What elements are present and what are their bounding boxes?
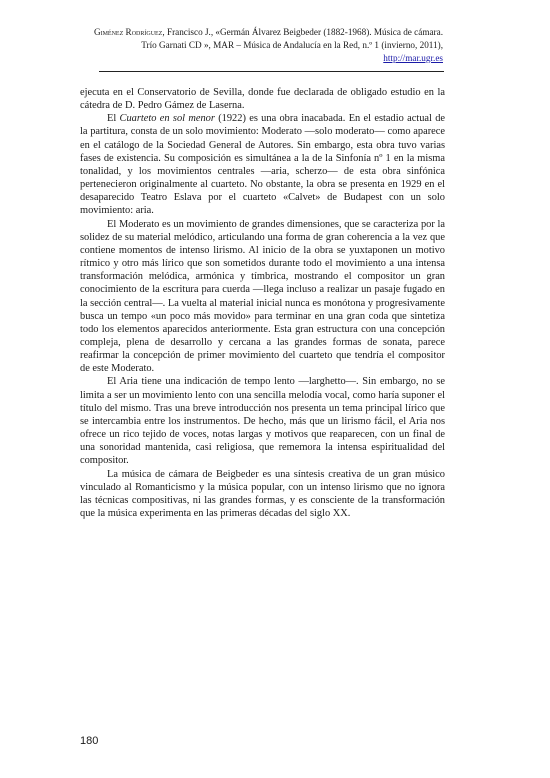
paragraph-2-start: El bbox=[107, 113, 120, 125]
page-number: 180 bbox=[80, 735, 99, 747]
header-citation-2: Trío Garnati CD », MAR – Música de Andalucía en la Red, n.º 1 (invierno, 2011), bbox=[141, 40, 443, 50]
work-title: Cuarteto en sol menor bbox=[119, 113, 215, 125]
paragraph-2 bbox=[80, 112, 445, 217]
header-author: Giménez Rodríguez bbox=[93, 27, 163, 37]
paragraph-3: El Moderato es un movimiento de grandes dimensiones, que se caracteriza por la solidez de su material melódico, articulando una forma de gran coherencia a la vez que contiene momentos de intenso lirismo. Al inicio de la obra se yuxtaponen un motivo rítmico y otro más lírico que son sometidos durante todo el movimiento a una intensa transformación melódica, armónica y tímbrica, mostrando el compositor un gran conocimiento de la escritura para cuerda —llega incluso a realizar un pasaje fugado en la sección central—. La vuelta al material inicial nunca es monótona y progresivamente busca un tempo «un poco más movido» para terminar en una gran coda que sintetiza todo los elementos aparecidos anteriormente. Esta gran estructura con una concepción compleja, plena de desarrollo y cercana a las grandes formas de sonata, parece reafirmar la concepción de primer movimiento del cuarteto que tendría el compositor de este Moderato. bbox=[80, 218, 445, 375]
body-text bbox=[80, 86, 445, 520]
paragraph-1: ejecuta en el Conservatorio de Sevilla, donde fue declarada de obligado estudio en la cátedra de D. Pedro Gámez de Laserna. bbox=[80, 87, 445, 112]
running-header bbox=[80, 26, 443, 65]
paragraph-4: El Aria tiene una indicación de tempo lento —larghetto—. Sin embargo, no se limita a ser un movimiento lento con una sencilla melodía vocal, como haría suponer el título del mismo. Tras una breve introducción nos presenta un tema principal lírico que se intercambia entre los instrumentos. De hecho, más que un lirismo fácil, el Aria nos ofrece un rico tejido de voces, notas largas y motivos que reaparecen, con un final de una sonoridad mantenida, casi religiosa, que rememora la intensa espiritualidad del compositor. bbox=[80, 376, 445, 467]
paragraph-5: La música de cámara de Beigbeder es una síntesis creativa de un gran músico vinculado al Romanticismo y la música popular, con un intenso lirismo que no ignora las técnicas compositivas, ni las grandes formas, y es consciente de la transformación que la música experimenta en las primeras décadas del siglo XX. bbox=[80, 468, 445, 519]
header-line-1 bbox=[80, 26, 443, 39]
header-url-link[interactable]: http://mar.ugr.es bbox=[383, 53, 443, 63]
paragraph-2-rest: (1922) es una obra inacabada. En el estadio actual de la partitura, consta de un solo movimiento: Moderato —solo moderato— como aparece en el catálogo de la Sociedad General de Autores. Sin embargo, esta obra tuvo varias fases de existencia. Su composición es simultánea a la de la Sinfonía nº 1 en la misma tonalidad, y los movimientos centrales —aria, scherzo— de esta obra sinfónica pertenecieron originalmente al cuarteto. No obstante, la obra se presenta en 1929 en el desaparecido Teatro Eslava por el cuarteto «Calvet» de Budapest con un solo movimiento: aria. bbox=[80, 113, 445, 217]
header-divider bbox=[99, 71, 444, 72]
header-citation-1: , Francisco J., «Germán Álvarez Beigbeder (1882-1968). Música de cámara. bbox=[162, 27, 443, 37]
